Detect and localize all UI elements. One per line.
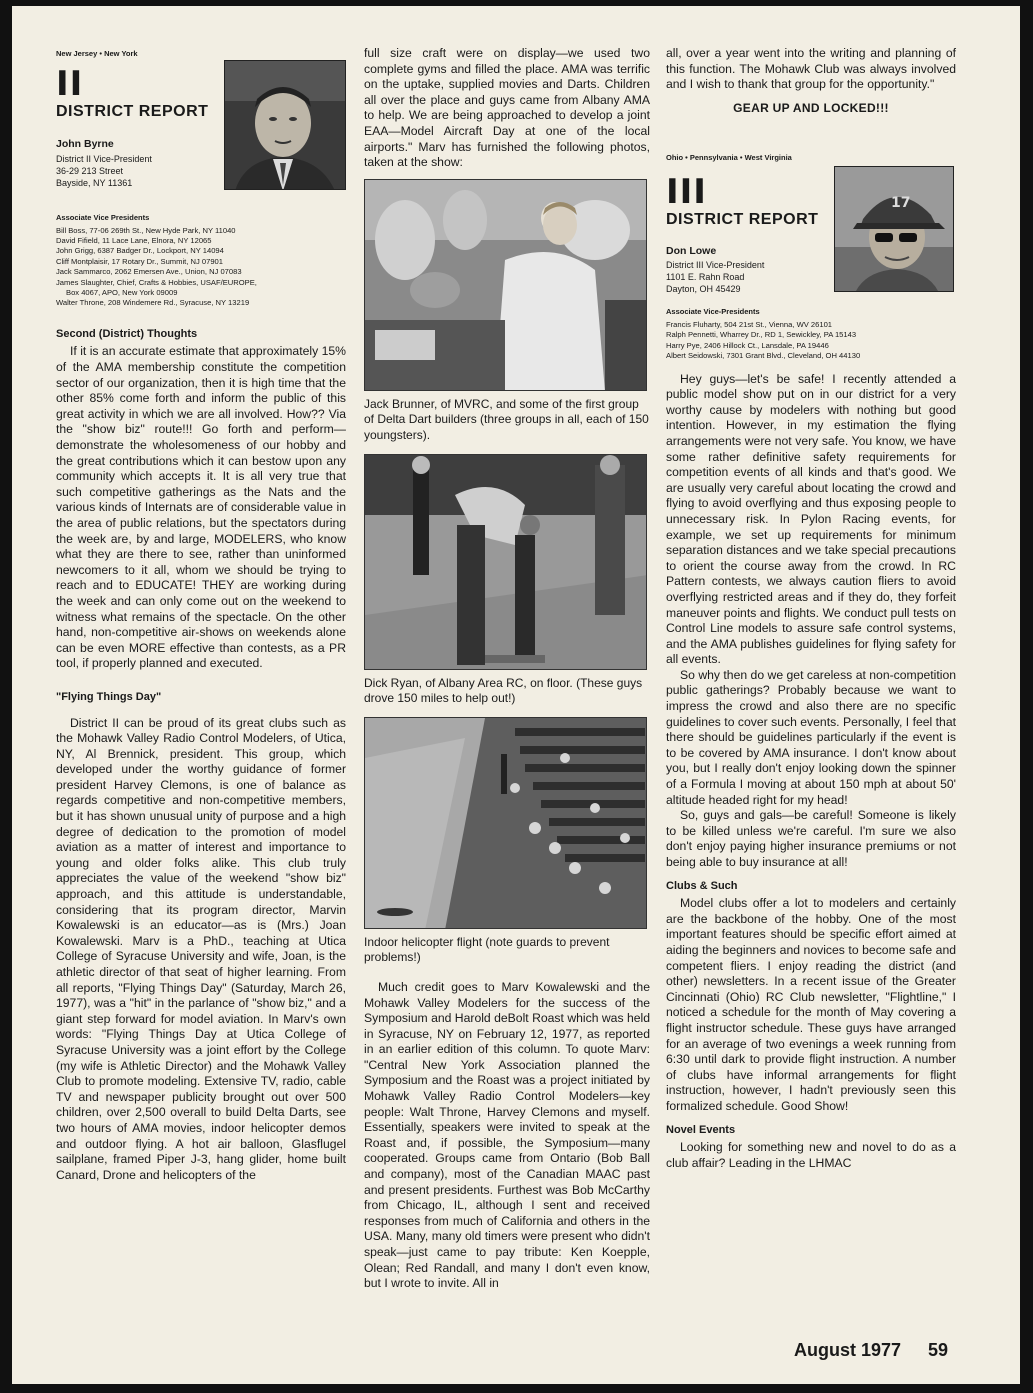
district-3-assoc-list: [666, 320, 956, 362]
assoc-vp-item: Cliff Montplaisir, 17 Rotary Dr., Summit, NJ 07901: [56, 256, 223, 266]
assoc-vp-item: Jack Sammarco, 2062 Emersen Ave., Union, NJ 07083: [56, 267, 242, 277]
column-district-3: [666, 46, 956, 1171]
district-3-vp-name: Don Lowe: [666, 244, 717, 257]
district-3-assoc-heading: Associate Vice-Presidents: [666, 307, 760, 317]
photo-dick-ryan: [364, 454, 647, 670]
district-3-vp-address2: Dayton, OH 45429: [666, 284, 741, 295]
john-byrne-photo: [224, 60, 346, 190]
district-2-numeral: II: [56, 63, 84, 104]
assoc-vp-item: Box 4067, APO, New York 09009: [66, 288, 178, 298]
assoc-vp-item: Bill Boss, 77-06 269th St., New Hyde Park, NY 11040: [56, 225, 236, 235]
caption-delta-dart-builders: Jack Brunner, of MVRC, and some of the first group of Delta Dart builders (three groups in all, each of 150 youngsters).: [364, 396, 649, 442]
paragraph-flying-things-day: District II can be proud of its great clubs such as the Mohawk Valley Radio Control Modelers, of Utica, NY, Al Brennick, president. This group, which developed under the worthy guidance of former president Harvey Clemons, is one of balance as regards competitive and non-competitive members, but it has shown unusual unity of purpose and a high degree of dedication to the promotion of model aviation as a matter of interest and importance to young and older folks alike. This club truly appreciates the value of the weekend "show biz" approach, and this attitude is understandable, considering that its program director, Marvin Kowalewski is an educator—as is (Mrs.) Joan Kowalewski. Marv is a PhD., teaching at Utica College of Syracuse University and wife, Joan, is the athletic director of that seat of higher learning. From all reports, "Flying Things Day" (Saturday, March 26, 1977), was a "hit" in the parlance of "show biz," and a giant step forward for model aviation. In Marv's own words: "Flying Things Day at Utica College of Syracuse University was a joint effort by the College (my wife is Athletic Director) and the Mohawk Valley Club to promote modeling. Extensive TV, radio, cable TV and newspaper publicity brought out over 500 children, over 2,500 overall to build Delta Darts, see two hours of AMA movies, indoor helicopter demos and outdoor flying. A hot air balloon, Glasflugel sailplane, framed Piper J-3, hang glider, home built Canard, Drone and helicopters of the: [56, 715, 346, 1182]
assoc-vp-item: James Slaughter, Chief, Crafts & Hobbies, USAF/EUROPE,: [56, 277, 257, 287]
section-heading-second-thoughts: Second (District) Thoughts: [56, 327, 198, 340]
assoc-vp-item: Francis Fluharty, 504 21st St., Vienna, WV 26101: [666, 319, 833, 329]
district-3-vp-title: District III Vice-President: [666, 260, 765, 271]
assoc-vp-item: Harry Pye, 2406 Hillock Ct., Lansdale, PA 19446: [666, 340, 829, 350]
district-2-header: [56, 46, 346, 196]
column-district-2: [56, 46, 346, 1183]
paragraph-second-thoughts: If it is an accurate estimate that approximately 15% of the AMA membership constitute the competition sector of our organization, then it is high time that the other 85% come forth and inform the public of this great activity in which we are all involved. How?? Via the "show biz" route!!! Go forth and perform—demonstrate the wholesomeness of our hobby and the great contributions which it can bestow upon any community which accepts it. It is all very true that such competitive gatherings as the Nats and the various kinds of Internats are of considerable value in the area of public relations, but the spectators during the week are, by and large, MODELERS, who know what they are there to see, rather than uninformed newcomers to it all, whom we should be trying to reach and to EDUCATE! THEY are working during the week and can only come out on the weekend to witness what remains of the spectacle. On the other hand, non-competitive air-shows on weekends alone can be even MORE effective than contests, as a PR tool, if properly planned and executed.: [56, 344, 346, 671]
district-2-title: DISTRICT REPORT: [56, 102, 209, 120]
footer-month: August 1977: [794, 1340, 902, 1360]
photo-indoor-helicopter: [364, 717, 647, 929]
paragraph-clubs: Model clubs offer a lot to modelers and certainly are the backbone of the hobby. One of the most important features should be specific effort aimed at aiding the beginners and novices to become safe and competent fliers. I enjoy reading the district (and other) newsletters. In a recent issue of the Greater Cincinnati (Ohio) RC Club newsletter, "Flightline," I noticed a schedule for the month of May covering a flight instructor schedule. These guys have arranged for an average of two evenings a week running from 6:30 until dark to provide flight instruction. A number of clubs have informal arrangements for flight instruction, however, I hadn't previously seen this formalized schedule. Good Show!: [666, 896, 956, 1113]
district-3-numeral: III: [666, 171, 707, 212]
caption-indoor-helicopter: Indoor helicopter flight (note guards to prevent problems!): [364, 934, 610, 965]
district-2-vp-address2: Bayside, NY 11361: [56, 177, 133, 188]
paragraph-carryover: all, over a year went into the writing and planning of this function. The Mohawk Club was always involved and I wish to thank that group for the opportunity.": [666, 46, 956, 92]
paragraph-non-competition: So why then do we get careless at non-competition public gatherings? Probably because we want to impress the crowd and also there are no specific guidelines to cover such events. Personally, I feel that there should be guidelines particularly if the event is to be covered by AMA insurance. I don't know about you, but I really don't enjoy looking down the spinner of a Formula I moving at about 150 mph at about 50' altitude headed right for my head!: [666, 667, 956, 807]
don-lowe-photo: [834, 166, 954, 292]
district-3-vp-address1: 1101 E. Rahn Road: [666, 272, 745, 283]
section-heading-flying-things-day: "Flying Things Day": [56, 690, 162, 703]
district-2-assoc-list: [56, 226, 346, 309]
section-heading-novel-events: Novel Events: [666, 1123, 736, 1136]
district-2-states: New Jersey • New York: [56, 49, 138, 58]
assoc-vp-item: Albert Seidowski, 7301 Grant Blvd., Cleveland, OH 44130: [666, 351, 861, 361]
photo-delta-dart-builders: [364, 179, 647, 391]
paragraph-lets-be-safe: Hey guys—let's be safe! I recently attended a public model show put on in our district for a very worthy cause by modelers with nothing but good intention. However, in my estimation the flying arrangements were not very safe. You know, we have some rather definitive safety requirements for competition events of all kinds and that's good. We are usually very careful about locating the crowd and flying to avoid overflying and thus exposing people to unnecessary risk. In Pylon Racing events, for example, we set up requirements for minimum separation distances and we take special precautions to orient the course away from the crowd. In RC Pattern contests, we always caution fliers to avoid overflying restricted areas and if they do, they forfeit maneuver points and flights. We conduct pull tests on Control Line models to assure safe control systems, and the AMA publishes guidelines for flying safety for all events.: [666, 371, 956, 667]
paragraph-novel-events: Looking for something new and novel to do as a club affair? Leading in the LHMAC: [666, 1140, 956, 1170]
gear-up-signoff: GEAR UP AND LOCKED!!!: [733, 100, 889, 115]
district-2-vp-address1: 36-29 213 Street: [56, 165, 124, 176]
district-2-assoc-heading: Associate Vice Presidents: [56, 213, 150, 222]
assoc-vp-item: Ralph Pennetti, Wharrey Dr., RD 1, Sewickley, PA 15143: [666, 330, 857, 340]
svg-text:17: 17: [891, 195, 911, 212]
paragraph-be-careful: So, guys and gals—be careful! Someone is likely to be killed unless we're careful. I'm sure we also don't enjoy paying higher insurance premiums or not being able to buy insurance at all!: [666, 808, 956, 869]
column-middle: [364, 46, 650, 1292]
district-2-vp-name: John Byrne: [56, 138, 114, 151]
assoc-vp-item: David Fifield, 11 Lace Lane, Elnora, NY 12065: [56, 236, 212, 245]
district-2-vp-title: District II Vice-President: [56, 153, 152, 164]
district-3-header: [666, 150, 956, 300]
district-3-title: DISTRICT REPORT: [666, 210, 819, 228]
assoc-vp-item: Walter Throne, 208 Windemere Rd., Syracuse, NY 13219: [56, 298, 250, 308]
section-heading-clubs: Clubs & Such: [666, 879, 738, 892]
assoc-vp-item: John Grigg, 6387 Badger Dr., Lockport, NY 14094: [56, 246, 224, 256]
magazine-page: [12, 6, 1020, 1384]
footer-page-number: 59: [928, 1340, 949, 1360]
paragraph-marv-credit: Much credit goes to Marv Kowalewski and the Mohawk Valley Modelers for the success of the Symposium and Harold deBolt Roast which was held in Syracuse, NY on February 12, 1977, as reported in an earlier edition of this column. To quote Marv: "Central New York Association planned the Symposium and the Roast was a project initiated by Mohawk Valley Radio Control Modelers—key people: Walt Throne, Harvey Clemons and myself. Essentially, speakers were invited to speak at the Roast and, if possible, the Symposium—many cooperated. Groups came from Ontario (Bob Ball and company), most of the Canadian MAAC past and present presidents. Furthest was Bob McCarthy from Chicago, IL, although I sent and received responses from much of California and others in the USA. Many, many old timers were present who didn't speak—just came to pay tribute: Ken Koepple, Olean; Red Randall, and many I don't even know, but I wrote to invite. All in: [364, 979, 650, 1291]
paragraph-full-size-craft: full size craft were on display—we used two complete gyms and filled the place. AMA was terrific on the uptake, supplied movies and Darts. Children all over the place and guys came from Albany AMA to help. We are being approached to develop a joint EAA—Model Aircraft Day at one of the local airports." Marv has furnished the following photos, taken at the show:: [364, 46, 650, 170]
district-3-states: Ohio • Pennsylvania • West Virginia: [666, 153, 792, 163]
caption-dick-ryan: Dick Ryan, of Albany Area RC, on floor. (These guys drove 150 miles to help out!): [364, 675, 643, 706]
